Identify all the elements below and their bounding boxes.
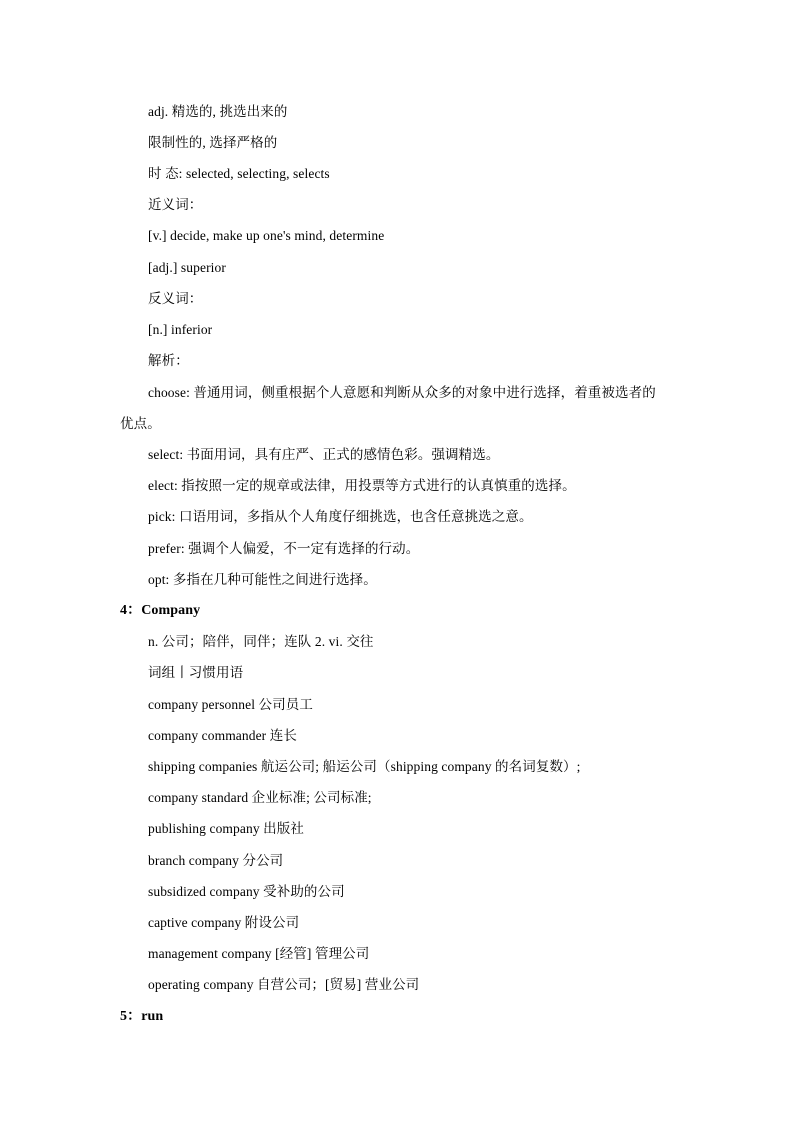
synonyms-label: 近义词： [148, 197, 203, 212]
phrase-subsidized-company: subsidized company 受补助的公司 [148, 884, 345, 899]
section-heading-run: 5：run [120, 1009, 164, 1024]
analysis-opt: opt: 多指在几种可能性之间进行选择。 [148, 572, 377, 587]
antonyms-noun: [n.] inferior [148, 322, 213, 337]
analysis-choose-continued: 优点。 [120, 416, 161, 431]
phrase-company-personnel: company personnel 公司员工 [148, 697, 313, 712]
synonyms-verb: [v.] decide, make up one's mind, determine [148, 228, 385, 243]
phrase-company-commander: company commander 连长 [148, 728, 297, 743]
analysis-label: 解析： [148, 353, 189, 368]
phrase-company-standard: company standard 企业标准; 公司标准; [148, 790, 372, 805]
analysis-select: select: 书面用词，具有庄严、正式的感情色彩。强调精选。 [148, 447, 500, 462]
analysis-pick: pick: 口语用词，多指从个人角度仔细挑选，也含任意挑选之意。 [148, 509, 533, 524]
phrase-publishing-company: publishing company 出版社 [148, 821, 304, 836]
definition-company: n. 公司；陪伴，同伴；连队 2. vi. 交往 [148, 634, 374, 649]
analysis-choose: choose: 普通用词，侧重根据个人意愿和判断从众多的对象中进行选择，着重被选者的 [148, 385, 656, 400]
antonyms-label: 反义词： [148, 291, 203, 306]
synonyms-adj: [adj.] superior [148, 260, 226, 275]
analysis-prefer: prefer: 强调个人偏爱，不一定有选择的行动。 [148, 541, 420, 556]
phrase-captive-company: captive company 附设公司 [148, 915, 300, 930]
phrase-operating-company: operating company 自营公司；[贸易] 营业公司 [148, 977, 420, 992]
phrase-management-company: management company [经管] 管理公司 [148, 946, 370, 961]
definition-restrictive: 限制性的, 选择严格的 [148, 135, 278, 150]
section-heading-company: 4：Company [120, 603, 201, 618]
tense-forms: 时 态: selected, selecting, selects [148, 166, 330, 181]
phrase-shipping-companies: shipping companies 航运公司; 船运公司（shipping company 的名词复数）; [148, 759, 581, 774]
phrases-label: 词组丨习惯用语 [148, 665, 244, 680]
phrase-branch-company: branch company 分公司 [148, 853, 284, 868]
definition-adj-selected: adj. 精选的, 挑选出来的 [148, 104, 288, 119]
analysis-elect: elect: 指按照一定的规章或法律，用投票等方式进行的认真慎重的选择。 [148, 478, 576, 493]
